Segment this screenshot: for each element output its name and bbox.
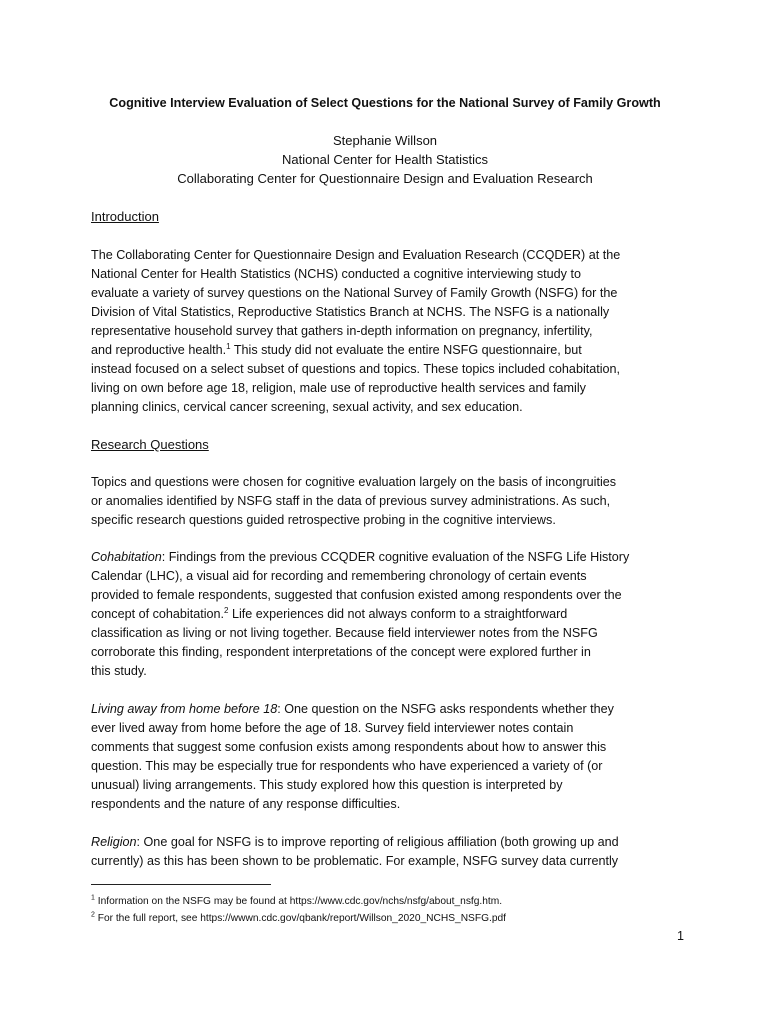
paragraph-line: Calendar (LHC), a visual aid for recording and remembering chronology of certain events	[91, 569, 587, 583]
paragraph-line: living on own before age 18, religion, male use of reproductive health services and family	[91, 381, 586, 395]
footnote-1	[91, 893, 506, 910]
affiliation-ccqder: Collaborating Center for Questionnaire Design and Evaluation Research	[177, 171, 593, 186]
footnote-marker: 1	[91, 894, 95, 902]
religion-lead: Religion	[91, 835, 137, 849]
line-text: : Findings from the previous CCQDER cognitive evaluation of the NSFG Life History	[161, 550, 630, 564]
paragraph-line: evaluate a variety of survey questions on the National Survey of Family Growth (NSFG) for the	[91, 286, 618, 300]
line-text: : One question on the NSFG asks respondents whether they	[277, 702, 614, 716]
paragraph-line: Division of Vital Statistics, Reproductive Statistics Branch at NCHS. The NSFG is a nationally	[91, 305, 610, 319]
introduction-heading: Introduction	[91, 209, 159, 224]
footnote-2	[91, 910, 506, 927]
living-away-paragraph	[91, 700, 686, 814]
paragraph-line: Topics and questions were chosen for cognitive evaluation largely on the basis of incongruities	[91, 475, 617, 489]
paragraph-line: currently) as this has been shown to be problematic. For example, NSFG survey data currently	[91, 854, 619, 868]
footnote-ref-2: 2	[224, 605, 229, 615]
paragraph-line: unusual) living arrangements. This study explored how this question is interpreted by	[91, 778, 563, 792]
line-text: concept of cohabitation.	[91, 607, 225, 621]
footnote-text: Information on the NSFG may be found at https://www.cdc.gov/nchs/nsfg/about_nsfg.htm.	[94, 896, 503, 907]
paragraph-line: specific research questions guided retrospective probing in the cognitive interviews.	[91, 513, 556, 527]
footnotes	[91, 893, 506, 927]
paragraph-line: The Collaborating Center for Questionnaire Design and Evaluation Research (CCQDER) at the	[91, 248, 621, 262]
religion-paragraph	[91, 833, 686, 871]
line-text: : One goal for NSFG is to improve reporting of religious affiliation (both growing up and	[136, 835, 619, 849]
paragraph-line: this study.	[91, 664, 147, 678]
living-away-lead: Living away from home before 18	[91, 702, 278, 716]
paragraph-line	[91, 833, 686, 852]
cohabitation-paragraph	[91, 548, 686, 681]
paragraph-line	[91, 605, 686, 624]
paragraph-line: ever lived away from home before the age of 18. Survey field interviewer notes contain	[91, 721, 574, 735]
author-name: Stephanie Willson	[332, 133, 438, 148]
footnote-text: For the full report, see https://wwwn.cdc.gov/qbank/report/Willson_2020_NCHS_NSFG.pdf	[94, 913, 506, 924]
paragraph-line: question. This may be especially true for respondents who have experienced a variety of (or	[91, 759, 603, 773]
document-title: Cognitive Interview Evaluation of Select Questions for the National Survey of Family Growth	[109, 96, 661, 110]
paragraph-line: comments that suggest some confusion exists among respondents about how to answer this	[91, 740, 607, 754]
paragraph-line	[91, 341, 686, 360]
author-block	[80, 131, 690, 188]
paragraph-line: planning clinics, cervical cancer screening, sexual activity, and sex education.	[91, 400, 523, 414]
line-text: and reproductive health.	[91, 343, 227, 357]
paragraph-line: respondents and the nature of any response difficulties.	[91, 797, 401, 811]
research-questions-heading: Research Questions	[91, 437, 209, 452]
page-number: 1	[676, 929, 684, 943]
cohabitation-lead: Cohabitation	[91, 550, 162, 564]
paragraph-line: corroborate this finding, respondent interpretations of the concept were explored further in	[91, 645, 591, 659]
paragraph-line: National Center for Health Statistics (NCHS) conducted a cognitive interviewing study to	[91, 267, 581, 281]
paragraph-line: classification as living or not living together. Because field interviewer notes from the NSFG	[91, 626, 598, 640]
paragraph-line: provided to female respondents, suggested that confusion existed among respondents over the	[91, 588, 622, 602]
introduction-paragraph	[91, 246, 686, 417]
footnote-separator	[91, 884, 271, 885]
paragraph-line: or anomalies identified by NSFG staff in the data of previous survey administrations. As such,	[91, 494, 611, 508]
paragraph-line: representative household survey that gathers in-depth information on pregnancy, infertility,	[91, 324, 593, 338]
line-text: Life experiences did not always conform to a straightforward	[228, 607, 568, 621]
research-questions-intro	[91, 473, 686, 530]
paragraph-line	[91, 548, 686, 567]
footnote-marker: 2	[91, 911, 95, 919]
affiliation-nchs: National Center for Health Statistics	[282, 152, 488, 167]
footnote-ref-1: 1	[226, 341, 231, 351]
paragraph-line	[91, 700, 686, 719]
line-text: This study did not evaluate the entire NSFG questionnaire, but	[230, 343, 582, 357]
paragraph-line: instead focused on a select subset of questions and topics. These topics included cohabitation,	[91, 362, 621, 376]
